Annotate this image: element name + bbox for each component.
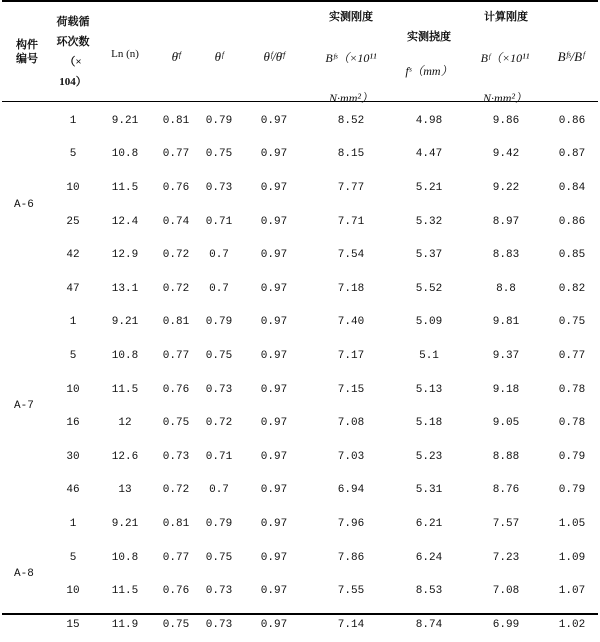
table-cell: 5.13 xyxy=(415,383,443,396)
table-cell: 6.24 xyxy=(415,551,443,564)
header-ratio-b: Bᶠˢ/Bᶠ xyxy=(557,49,585,64)
table-row xyxy=(2,474,598,508)
table-cell: 0.85 xyxy=(558,249,586,262)
table-cell: 8.8 xyxy=(496,282,516,295)
table-cell: 7.18 xyxy=(337,282,365,295)
table-cell: 0.97 xyxy=(260,585,288,598)
table-cell: 0.74 xyxy=(162,215,190,228)
table-cell: 9.18 xyxy=(492,383,520,396)
table-cell: 8.76 xyxy=(492,484,520,497)
table-cell: 0.75 xyxy=(205,551,233,564)
table-cell: 10.8 xyxy=(111,148,139,161)
table-row xyxy=(2,238,598,272)
table-cell: 11.5 xyxy=(111,383,139,396)
table-row xyxy=(2,272,598,306)
table-cell: 0.81 xyxy=(162,114,190,127)
table-cell: 5 xyxy=(69,148,77,161)
table-cell: 0.75 xyxy=(162,417,190,430)
table-cell: 0.7 xyxy=(209,249,229,262)
table-cell: 8.83 xyxy=(492,249,520,262)
table-cell: 1.02 xyxy=(558,618,586,631)
table-cell: 0.97 xyxy=(260,249,288,262)
table-cell: 0.86 xyxy=(558,215,586,228)
table-cell: 0.77 xyxy=(162,349,190,362)
table-cell: 0.71 xyxy=(205,450,233,463)
table-cell: 7.54 xyxy=(337,249,365,262)
table-cell: 9.81 xyxy=(492,316,520,329)
table-cell: 5.18 xyxy=(415,417,443,430)
table-cell: 12.6 xyxy=(111,450,139,463)
table-cell: 9.86 xyxy=(492,114,520,127)
table-cell: 1 xyxy=(69,316,77,329)
table-cell: 7.08 xyxy=(337,417,365,430)
table-cell: 0.79 xyxy=(558,484,586,497)
table-cell: 1 xyxy=(69,114,77,127)
table-cell: 0.72 xyxy=(205,417,233,430)
table-cell: 30 xyxy=(66,450,80,463)
table-cell: 0.97 xyxy=(260,450,288,463)
table-cell: 5.32 xyxy=(415,215,443,228)
header-measured-deflection-unit: fˢ（mm） xyxy=(405,64,453,78)
table-row xyxy=(2,373,598,407)
table-cell: 6.21 xyxy=(415,517,443,530)
table-cell: 5.09 xyxy=(415,316,443,329)
table-cell: 0.73 xyxy=(205,585,233,598)
table-cell: 7.96 xyxy=(337,517,365,530)
table-cell: 15 xyxy=(66,618,80,631)
table-cell: 10 xyxy=(66,383,80,396)
member-id-cell: A-6 xyxy=(14,198,34,211)
table-cell: 0.97 xyxy=(260,517,288,530)
table-cell: 0.79 xyxy=(205,114,233,127)
table-cell: 5 xyxy=(69,551,77,564)
table-cell: 16 xyxy=(66,417,80,430)
table-cell: 0.75 xyxy=(162,618,190,631)
table-cell: 4.47 xyxy=(415,148,443,161)
table-cell: 0.79 xyxy=(558,450,586,463)
table-cell: 10.8 xyxy=(111,551,139,564)
table-cell: 6.94 xyxy=(337,484,365,497)
table-cell: 0.87 xyxy=(558,148,586,161)
table-cell: 7.15 xyxy=(337,383,365,396)
table-cell: 0.72 xyxy=(162,484,190,497)
table-cell: 47 xyxy=(66,282,80,295)
table-cell: 8.97 xyxy=(492,215,520,228)
table-cell: 5 xyxy=(69,349,77,362)
table-cell: 10.8 xyxy=(111,349,139,362)
table-cell: 12.4 xyxy=(111,215,139,228)
table-cell: 0.97 xyxy=(260,114,288,127)
table-cell: 11.5 xyxy=(111,585,139,598)
table-cell: 7.03 xyxy=(337,450,365,463)
table-cell: 7.57 xyxy=(492,517,520,530)
table-cell: 9.21 xyxy=(111,114,139,127)
table-cell: 1.09 xyxy=(558,551,586,564)
table-cell: 6.99 xyxy=(492,618,520,631)
header-measured-deflection: 实测挠度 xyxy=(407,31,451,43)
header-measured-stiffness-unit: Bᶠˢ（×10¹¹ N·mm²） xyxy=(325,51,377,105)
table-cell: 9.37 xyxy=(492,349,520,362)
table-cell: 9.21 xyxy=(111,517,139,530)
table-body xyxy=(2,104,598,642)
table-cell: 11.9 xyxy=(111,618,139,631)
table-cell: 0.73 xyxy=(205,383,233,396)
table-cell: 1.07 xyxy=(558,585,586,598)
table-cell: 7.40 xyxy=(337,316,365,329)
table-cell: 8.53 xyxy=(415,585,443,598)
table-cell: 12.9 xyxy=(111,249,139,262)
table-cell: 0.72 xyxy=(162,249,190,262)
table-cell: 5.21 xyxy=(415,181,443,194)
table-cell: 0.75 xyxy=(558,316,586,329)
table-cell: 0.97 xyxy=(260,484,288,497)
table-cell: 0.73 xyxy=(205,181,233,194)
table-cell: 0.97 xyxy=(260,148,288,161)
table-cell: 0.77 xyxy=(558,349,586,362)
table-row xyxy=(2,339,598,373)
table-cell: 0.76 xyxy=(162,383,190,396)
table-cell: 0.75 xyxy=(205,349,233,362)
member-id-cell: A-7 xyxy=(14,400,34,413)
table-cell: 5.31 xyxy=(415,484,443,497)
table-cell: 9.22 xyxy=(492,181,520,194)
header-calc-stiffness: 计算刚度 xyxy=(484,11,528,23)
table-cell: 0.82 xyxy=(558,282,586,295)
table-cell: 0.84 xyxy=(558,181,586,194)
table-row xyxy=(2,205,598,239)
table-row xyxy=(2,507,598,541)
table-cell: 5.37 xyxy=(415,249,443,262)
table-cell: 0.77 xyxy=(162,551,190,564)
table-cell: 0.97 xyxy=(260,383,288,396)
header-theta-ratio: θᶠ/θ̄ᶠ xyxy=(263,49,285,64)
table-cell: 8.15 xyxy=(337,148,365,161)
table-cell: 10 xyxy=(66,585,80,598)
table-cell: 5.1 xyxy=(419,349,439,362)
table-cell: 0.77 xyxy=(162,148,190,161)
table-cell: 0.7 xyxy=(209,282,229,295)
table-cell: 0.76 xyxy=(162,181,190,194)
table-cell: 0.97 xyxy=(260,618,288,631)
table-row xyxy=(2,574,598,608)
table-cell: 9.42 xyxy=(492,148,520,161)
table-cell: 0.81 xyxy=(162,517,190,530)
table-cell: 0.81 xyxy=(162,316,190,329)
table-cell: 10 xyxy=(66,181,80,194)
table-cell: 9.21 xyxy=(111,316,139,329)
table-cell: 7.14 xyxy=(337,618,365,631)
table-row xyxy=(2,608,598,642)
header-calc-stiffness-unit: Bᶠ（×10¹¹ N·mm²） xyxy=(480,51,530,105)
table-cell: 8.74 xyxy=(415,618,443,631)
table-cell: 42 xyxy=(66,249,80,262)
table-cell: 5.23 xyxy=(415,450,443,463)
table-row xyxy=(2,171,598,205)
table-cell: 4.98 xyxy=(415,114,443,127)
table-row xyxy=(2,541,598,575)
header-member-id: 构件 编号 xyxy=(16,39,38,65)
table-cell: 0.7 xyxy=(209,484,229,497)
table-cell: 0.97 xyxy=(260,181,288,194)
table-cell: 0.97 xyxy=(260,551,288,564)
table-cell: 7.23 xyxy=(492,551,520,564)
table-cell: 7.17 xyxy=(337,349,365,362)
header-ln: Ln (n) xyxy=(111,48,139,60)
table-cell: 0.97 xyxy=(260,349,288,362)
table-cell: 25 xyxy=(66,215,80,228)
table-cell: 7.71 xyxy=(337,215,365,228)
table-cell: 9.05 xyxy=(492,417,520,430)
table-cell: 0.97 xyxy=(260,282,288,295)
header-cycles: 荷载循 环次数 （× 104） xyxy=(56,16,90,88)
table-cell: 13 xyxy=(118,484,132,497)
table-cell: 0.79 xyxy=(205,517,233,530)
table-cell: 0.75 xyxy=(205,148,233,161)
table-cell: 8.52 xyxy=(337,114,365,127)
table-cell: 7.08 xyxy=(492,585,520,598)
table-cell: 7.55 xyxy=(337,585,365,598)
table-row xyxy=(2,138,598,172)
header-theta: θᶠ xyxy=(214,49,224,64)
table-cell: 11.5 xyxy=(111,181,139,194)
header-measured-stiffness: 实测刚度 xyxy=(329,11,373,23)
table-cell: 12 xyxy=(118,417,132,430)
table-cell: 1 xyxy=(69,517,77,530)
table-cell: 5.52 xyxy=(415,282,443,295)
table-cell: 0.72 xyxy=(162,282,190,295)
table-cell: 8.88 xyxy=(492,450,520,463)
table-cell: 7.77 xyxy=(337,181,365,194)
header-theta-bar: θ̄ᶠ xyxy=(171,49,181,64)
table-cell: 0.76 xyxy=(162,585,190,598)
table-cell: 0.97 xyxy=(260,417,288,430)
table-row xyxy=(2,440,598,474)
table-cell: 0.79 xyxy=(205,316,233,329)
top-rule xyxy=(2,0,598,2)
table-cell: 1.05 xyxy=(558,517,586,530)
table-row xyxy=(2,306,598,340)
table-cell: 0.97 xyxy=(260,215,288,228)
table-cell: 0.73 xyxy=(205,618,233,631)
table-cell: 0.78 xyxy=(558,417,586,430)
table-cell: 7.86 xyxy=(337,551,365,564)
table-cell: 46 xyxy=(66,484,80,497)
table-cell: 0.86 xyxy=(558,114,586,127)
table-row xyxy=(2,406,598,440)
table-row xyxy=(2,104,598,138)
member-id-cell: A-8 xyxy=(14,568,34,581)
table-cell: 0.71 xyxy=(205,215,233,228)
table-cell: 0.78 xyxy=(558,383,586,396)
table-cell: 0.73 xyxy=(162,450,190,463)
table-cell: 0.97 xyxy=(260,316,288,329)
table-cell: 13.1 xyxy=(111,282,139,295)
